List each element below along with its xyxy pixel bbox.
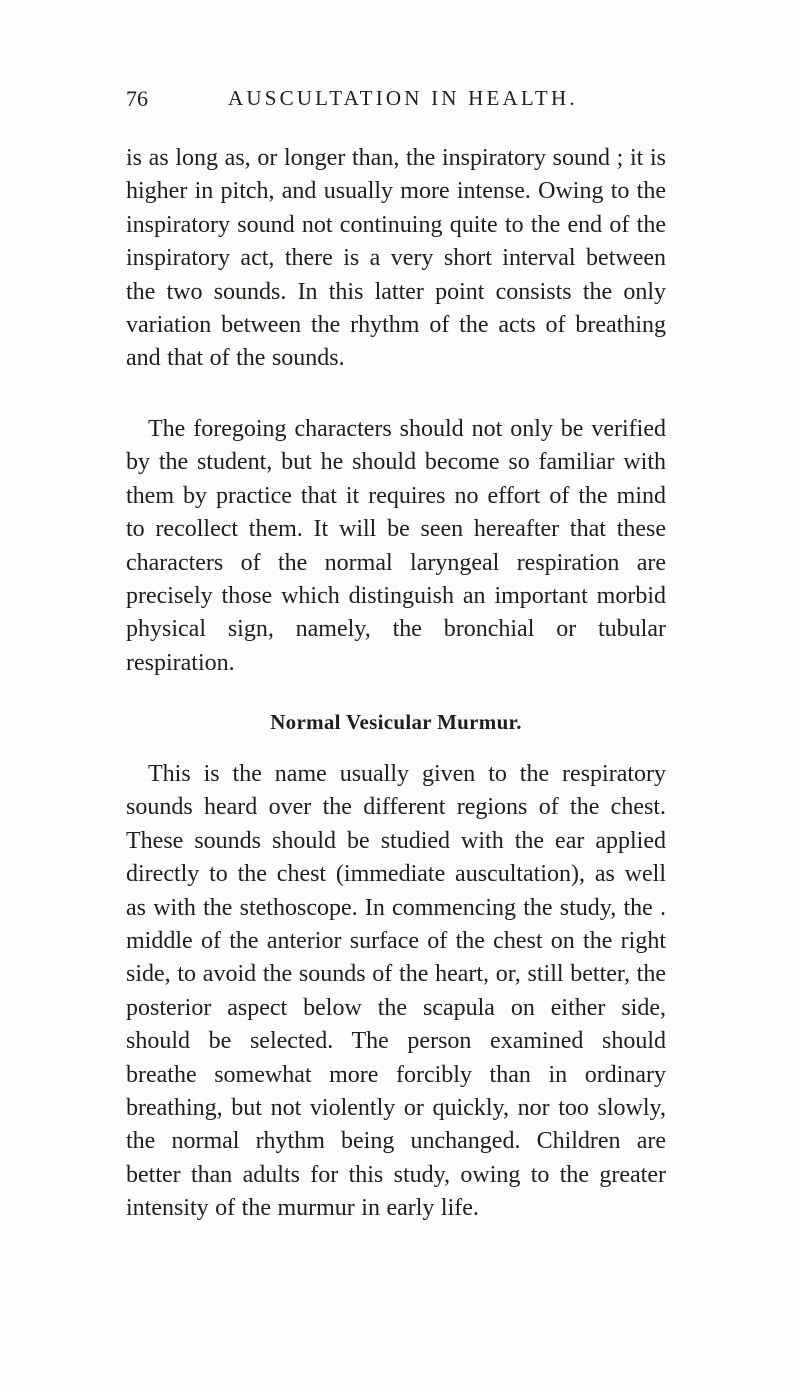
- section-heading: Normal Vesicular Murmur.: [270, 710, 522, 734]
- page-number: 76: [126, 86, 148, 111]
- running-head: [126, 86, 626, 116]
- paragraph-continued: is as long as, or longer than, the inspiratory sound ; it is higher in pitch, and usually more intense. Owing to the inspiratory sound not continuing quite to the end of the inspiratory act, there is a very short interval between the two sounds. In this latter point consists the only variation between the rhythm of the acts of breathing and that of the sounds.: [126, 145, 666, 372]
- paragraph-foregoing-characters: The foregoing characters should not only be verified by the student, but he should become so familiar with them by practice that it requires no effort of the mind to recollect them. It will be seen hereafter that these characters of the normal laryngeal respiration are precisely those which distinguish an important morbid physical sign, namely, the bronchial or tubular respiration.: [126, 416, 666, 676]
- paragraph-vesicular-murmur: This is the name usually given to the respiratory sounds heard over the different regions of the chest. These sounds should be studied with the ear applied directly to the chest (immediate auscultation), as well as with the stethoscope. In commencing the study, the . middle of the anterior surface of the chest on the right side, to avoid the sounds of the heart, or, still better, the posterior aspect below the scapula on either side, should be selected. The person examined should breathe somewhat more forcibly than in ordinary breathing, but not violently or quickly, nor too slowly, the normal rhythm being unchanged. Children are better than adults for this study, owing to the greater intensity of the murmur in early life.: [126, 761, 666, 1222]
- running-title: AUSCULTATION IN HEALTH.: [228, 86, 578, 110]
